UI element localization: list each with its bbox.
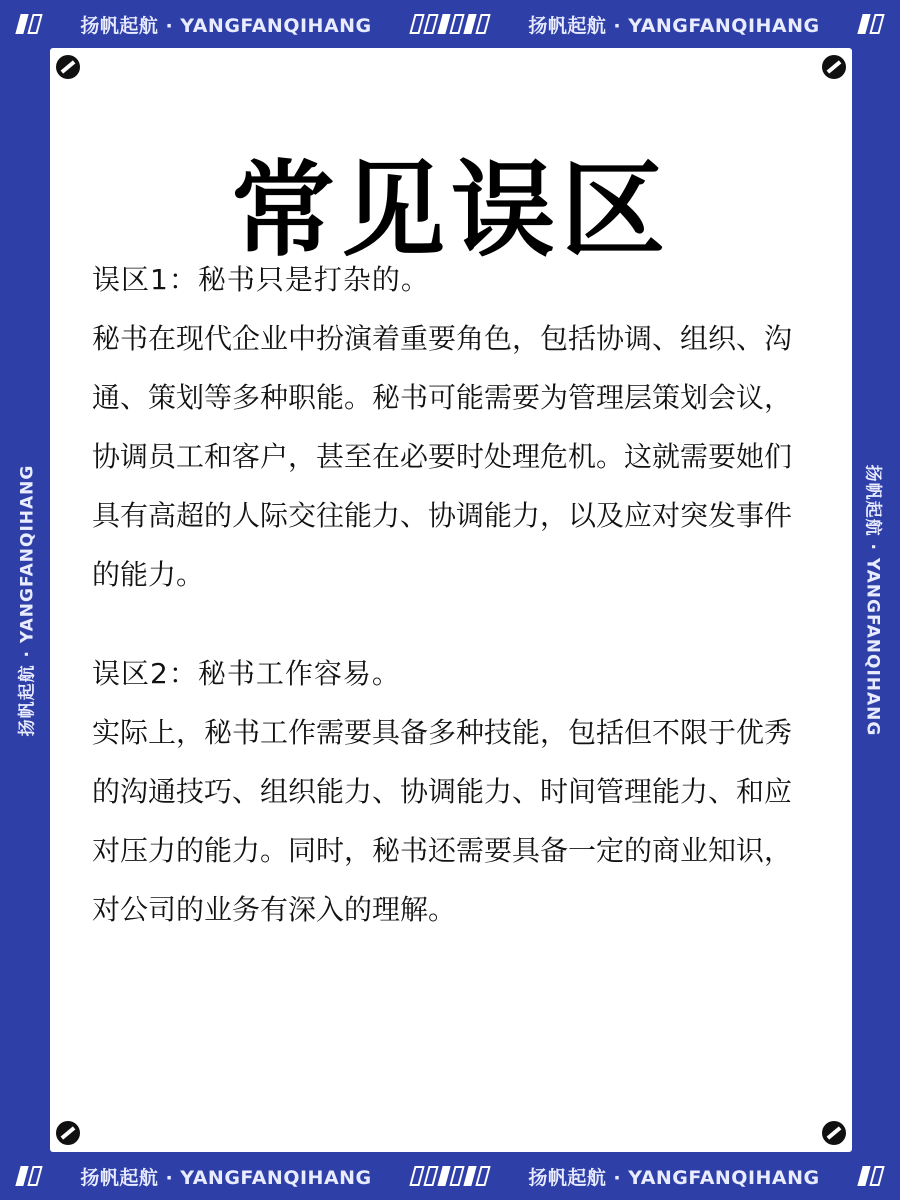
slash-decoration bbox=[860, 1166, 882, 1186]
left-border bbox=[0, 48, 50, 1152]
brand-label-top-2: 扬帆起航 · YANGFANQIHANG bbox=[528, 14, 820, 37]
section-heading-1: 误区1：秘书只是打杂的。 bbox=[92, 263, 430, 296]
screw-icon bbox=[822, 55, 846, 79]
screw-icon bbox=[822, 1121, 846, 1145]
left-brand-text: 扬帆起航 · YANGFANQIHANG bbox=[17, 464, 38, 736]
right-brand-text: 扬帆起航 · YANGFANQIHANG bbox=[862, 464, 883, 736]
section-body-1: 秘书在现代企业中扮演着重要角色，包括协调、组织、沟通、策划等多种职能。秘书可能需要为管理层策划会议，协调员工和客户，甚至在必要时处理危机。这就需要她们具有高超的人际交往能力、协调能力，以及应对突发事件的能力。 bbox=[92, 322, 793, 591]
slash-decoration bbox=[18, 1166, 40, 1186]
page-title: 常见误区 bbox=[230, 149, 671, 271]
brand-label-bottom-2: 扬帆起航 · YANGFANQIHANG bbox=[528, 1166, 820, 1189]
brand-label-bottom-1: 扬帆起航 · YANGFANQIHANG bbox=[80, 1166, 372, 1189]
screw-icon bbox=[56, 1121, 80, 1145]
top-banner bbox=[0, 0, 900, 48]
slash-decoration bbox=[412, 14, 488, 34]
slash-decoration bbox=[412, 1166, 488, 1186]
right-border bbox=[850, 48, 900, 1152]
slash-decoration bbox=[860, 14, 882, 34]
section-heading-2: 误区2：秘书工作容易。 bbox=[92, 657, 401, 690]
slash-decoration bbox=[18, 14, 40, 34]
bottom-banner bbox=[0, 1152, 900, 1200]
section-body-2: 实际上，秘书工作需要具备多种技能，包括但不限于优秀的沟通技巧、组织能力、协调能力、时间管理能力、和应对压力的能力。同时，秘书还需要具备一定的商业知识，对公司的业务有深入的理解。 bbox=[92, 716, 793, 926]
content-panel bbox=[50, 48, 852, 1152]
screw-icon bbox=[56, 55, 80, 79]
brand-label-top-1: 扬帆起航 · YANGFANQIHANG bbox=[80, 14, 372, 37]
article-body bbox=[92, 250, 812, 939]
